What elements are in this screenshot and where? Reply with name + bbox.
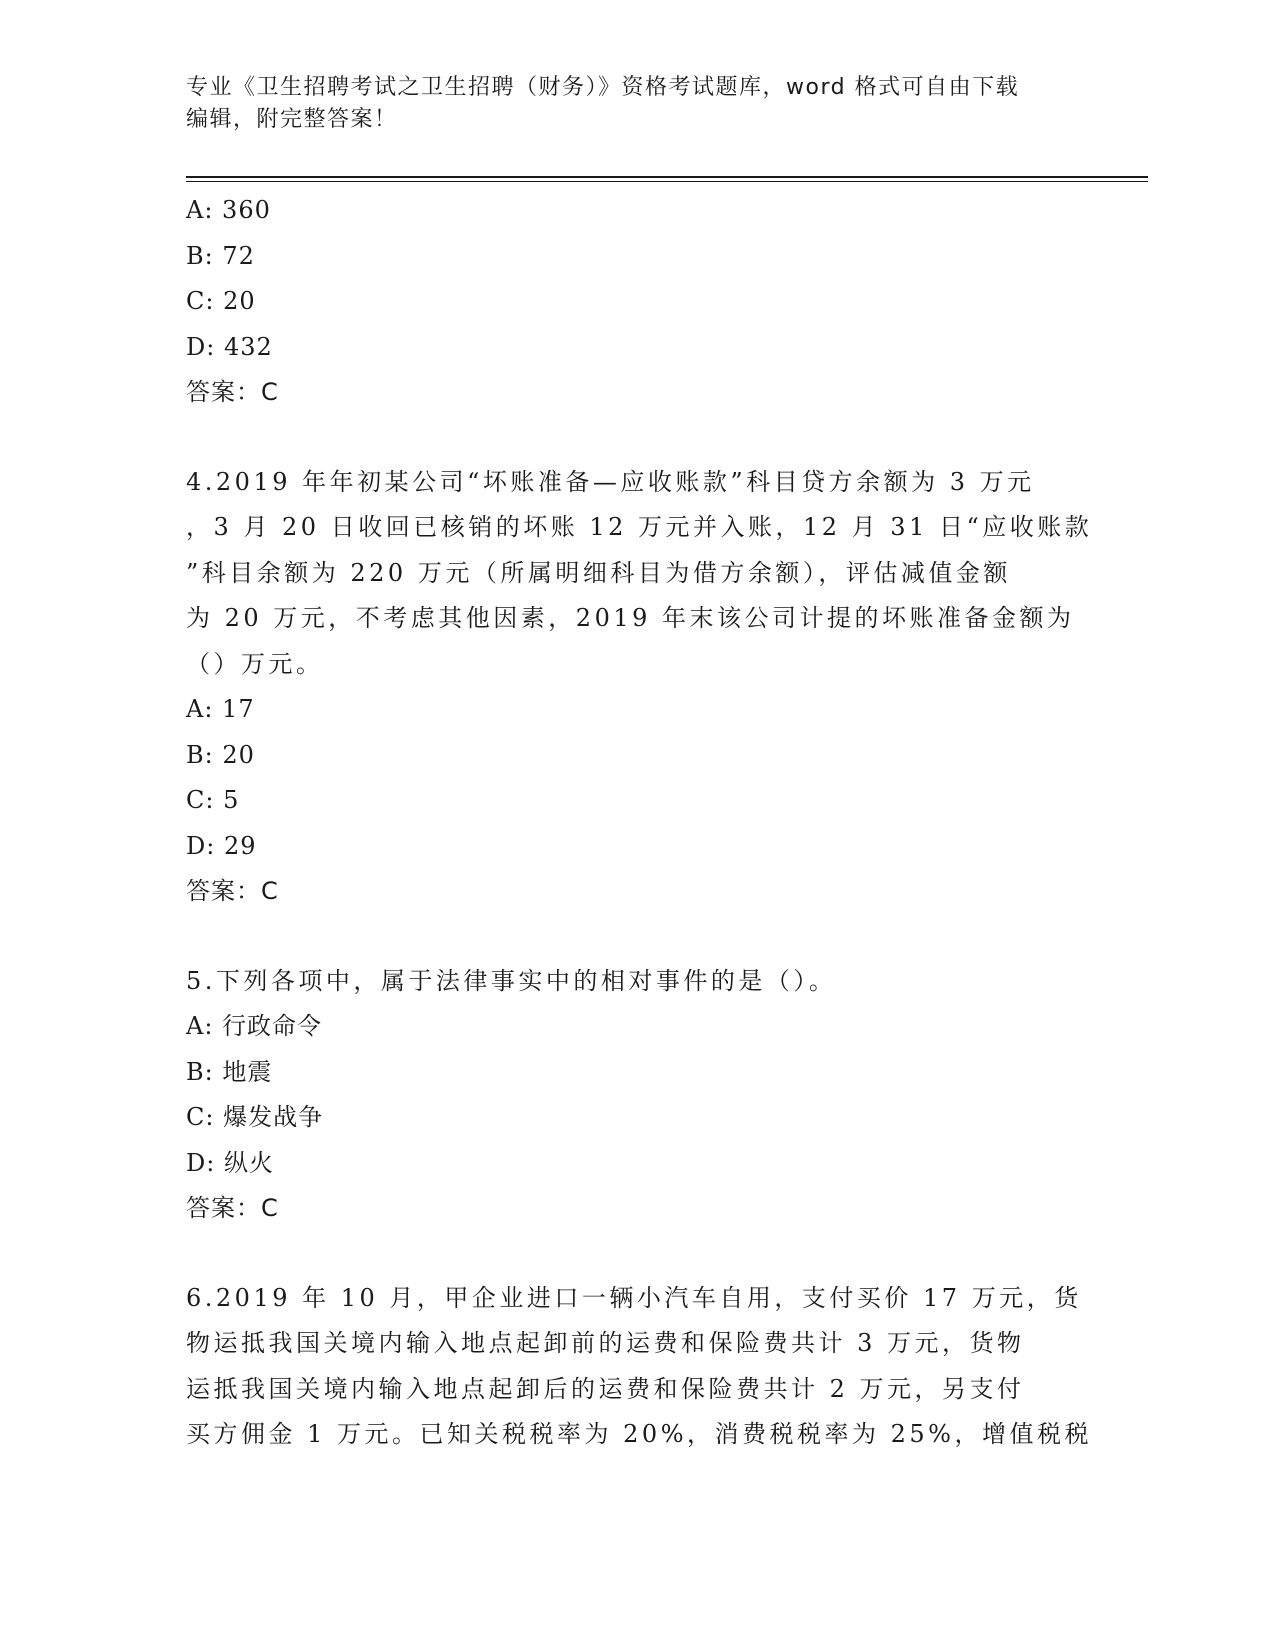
header-divider — [186, 176, 1148, 178]
option-c: C: 5 — [186, 786, 240, 814]
question-text-line: 为 20 万元，不考虑其他因素，2019 年末该公司计提的坏账准备金额为 — [186, 604, 1075, 632]
question-text-line: 买方佣金 1 万元。已知关税税率为 20%，消费税税率为 25%，增值税税 — [186, 1420, 1092, 1448]
question-6 — [186, 1276, 1092, 1458]
option-b: B: 20 — [186, 740, 255, 769]
question-text-line: （）万元。 — [186, 649, 324, 678]
option-d: D: 432 — [186, 332, 273, 361]
option-b: B: 地震 — [186, 1057, 273, 1086]
question-text-line: 运抵我国关境内输入地点起卸后的运费和保险费共计 2 万元，另支付 — [186, 1374, 1025, 1403]
option-a: A: 360 — [186, 196, 271, 224]
question-text-line: 物运抵我国关境内输入地点起卸前的运费和保险费共计 3 万元，货物 — [186, 1329, 1025, 1357]
answer: 答案：C — [186, 877, 279, 905]
answer: 答案：C — [186, 378, 279, 406]
question-text-line: ”科目余额为 220 万元（所属明细科目为借方余额），评估减值金额 — [186, 558, 1011, 587]
spacer — [186, 416, 1086, 460]
question-text-line: ，3 月 20 日收回已核销的坏账 12 万元并入账，12 月 31 日“应收账款 — [186, 513, 1093, 541]
option-b: B: 72 — [186, 241, 255, 270]
option-a: A: 17 — [186, 695, 255, 723]
question-text-line: 6.2019 年 10 月，甲企业进口一辆小汽车自用，支付买价 17 万元，货 — [186, 1283, 1082, 1312]
option-c: C: 爆发战争 — [186, 1103, 324, 1131]
header-line-1: 专业《卫生招聘考试之卫生招聘（财务）》资格考试题库，word 格式可自由下载 — [186, 75, 1020, 100]
spacer — [186, 915, 1086, 959]
answer: 答案：C — [186, 1194, 279, 1222]
question-5 — [186, 959, 1086, 1232]
header-line-2: 编辑，附完整答案！ — [186, 107, 398, 132]
spacer — [186, 1232, 1086, 1276]
option-a: A: 行政命令 — [186, 1012, 323, 1040]
option-d: D: 纵火 — [186, 1148, 274, 1177]
question-3 — [186, 188, 1086, 416]
question-text-line: 4.2019 年年初某公司“坏账准备—应收账款”科目贷方余额为 3 万元 — [186, 467, 1035, 496]
question-4 — [186, 460, 1093, 915]
question-text-line: 5.下列各项中，属于法律事实中的相对事件的是（）。 — [186, 966, 837, 995]
header-divider-thin — [186, 181, 1148, 182]
option-c: C: 20 — [186, 287, 256, 315]
question-content — [186, 188, 1093, 1458]
page-header — [186, 72, 1066, 136]
option-d: D: 29 — [186, 831, 257, 860]
